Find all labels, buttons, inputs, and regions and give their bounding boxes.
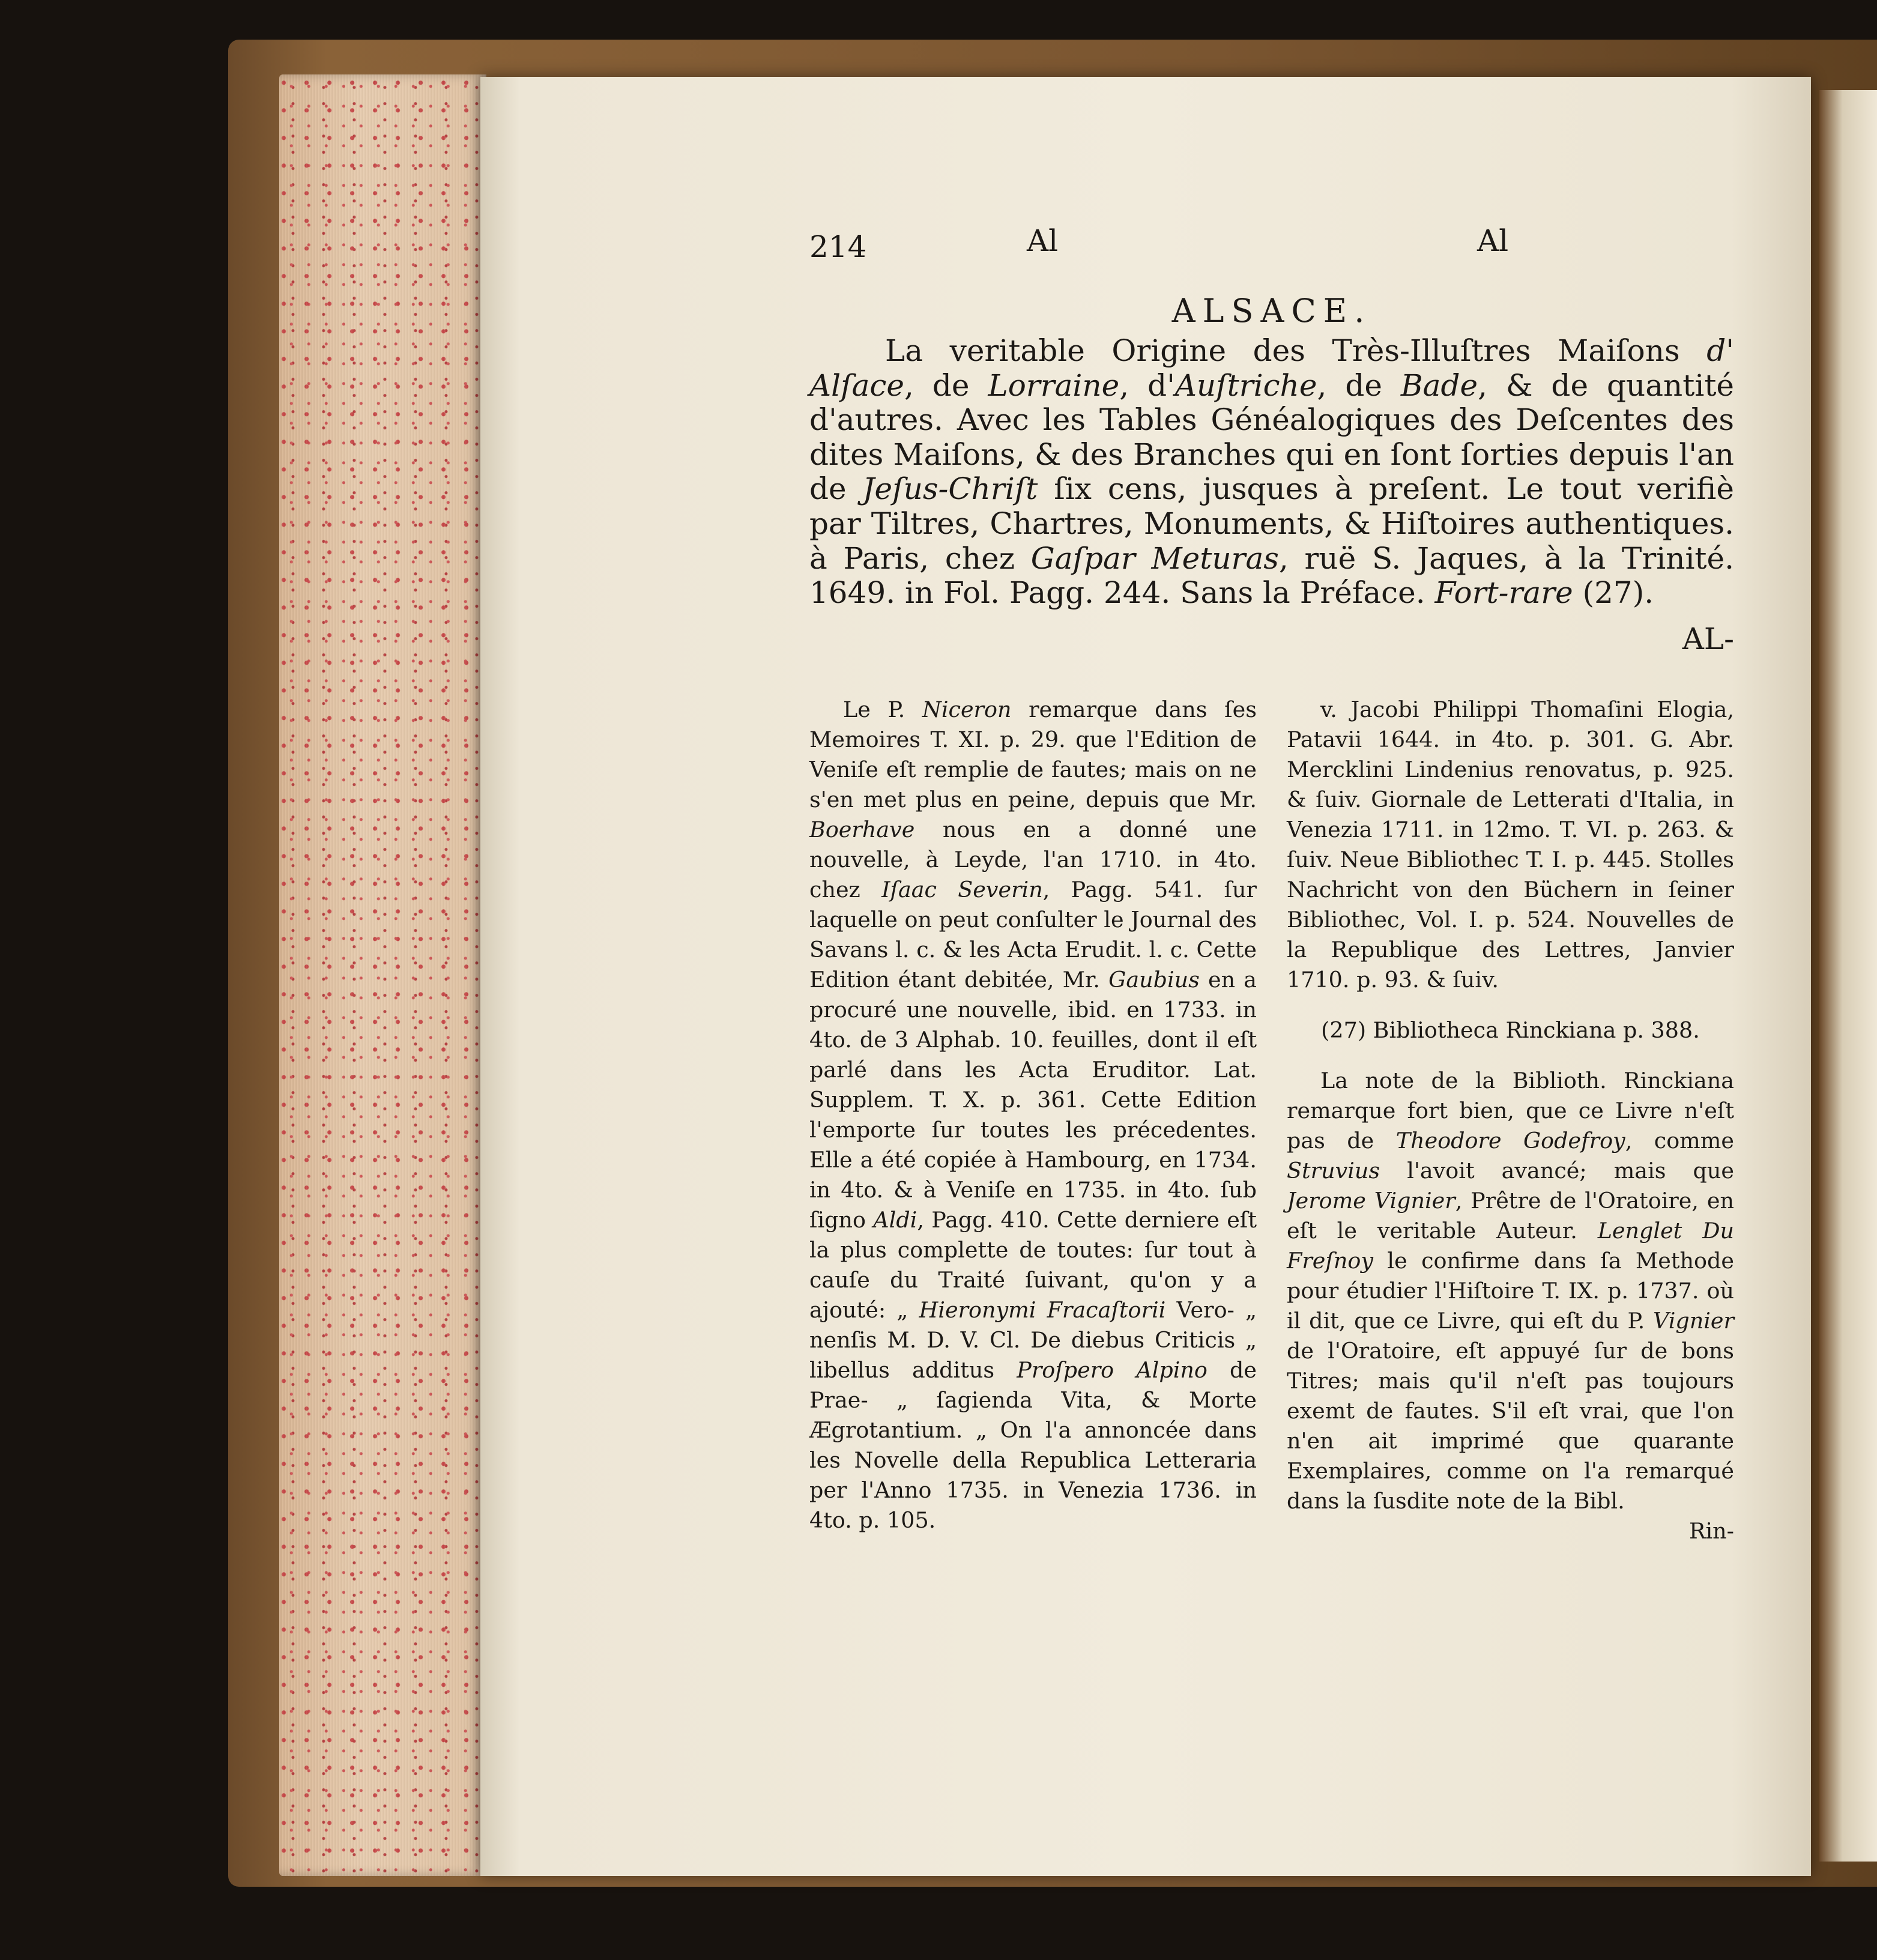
entry-run: , & de quantité d'autres. Avec les Tables Généalogiques des Deſcentes des dites Maiſons, & des Branches qui en ſont ſorties depuis l'an de [809,368,1735,507]
right-note-run: Theodore Godefroy [1395,1127,1625,1154]
right-note-run: l'avoit avancé; mais que [1380,1157,1734,1184]
right-note-run: Lenglet Du Freſnoy [1287,1217,1734,1274]
entry-run: d' Alſace [809,333,1734,403]
left-note-run: , Pagg. 541. ſur laquelle on peut conſulter le Journal des Savans l. c. & les Acta Erudit. l. c. Cette Edition étant debitée, Mr. [809,876,1257,993]
entry-run: , de [904,368,988,403]
page-number: 214 [809,229,867,264]
entry-run: Bade [1400,368,1478,403]
left-note-run: Vero- „ nenſis M. D. V. Cl. De diebus Criticis „ libellus additus [809,1296,1257,1383]
continuation-text: v. Jacobi Philippi Thomaſini Elogia, Patavii 1644. in 4to. p. 301. G. Abr. Mercklini Lindenius renovatus, p. 925. & ſuiv. Giornale de Letterati d'Italia, in Venezia 1711. in 12mo. T. VI. p. 263. & ſuiv. Neue Bibliothec T. I. p. 445. Stolles Nachricht von den Büchern in ſeiner Bibliothec, Vol. I. p. 524. Nouvelles de la Republique des Lettres, Janvier 1710. p. 93. & ſuiv. [1287,696,1734,993]
left-note-run: Niceron [922,696,1012,722]
catchword: AL- [1682,621,1734,656]
entry-runs [809,333,1734,610]
left-runs [809,697,1257,1533]
left-note-run: , Pagg. 410. Cette derniere eſt la plus complette de toutes: ſur tout à cauſe du Traité ſuivant, qu'on y a ajouté: „ [809,1206,1257,1323]
left-note-run: Boerhave [809,816,915,842]
facing-page-edge [1819,90,1877,1862]
page-text [809,223,1734,1559]
entry-run: Gaſpar Meturas [1030,540,1279,576]
right-note-run: Struvius [1287,1157,1380,1184]
entry-run: Jeſus-Chriſt [862,471,1038,507]
entry-run: , de [1317,368,1401,403]
footnote-columns [809,695,1734,1559]
note-heading: (27) Bibliotheca Rinckiana p. 388. [1321,1017,1700,1043]
speckled-page-edges [279,74,486,1876]
note-body-runs [1287,1068,1734,1514]
right-note-run: , Prêtre de l'Oratoire, en eſt le veritable Auteur. [1287,1187,1734,1244]
entry-text [809,334,1734,611]
right-note-run: le confirme dans ſa Methode pour étudier l'Hiſtoire T. IX. p. 1737. où il dit, que ce Livre, qui eſt du P. [1287,1247,1734,1334]
right-note-run: La note de la Biblioth. Rinckiana remarque fort bien, que ce Livre n'eſt pas de [1287,1067,1734,1154]
right-note-run: Jerome Vignier [1287,1187,1455,1214]
left-note-run: en a procuré une nouvelle, ibid. en 1733. in 4to. de 3 Alphab. 10. feuilles, dont il eſt parlé dans les Acta Eruditor. Lat. Supplem. T. X. p. 361. Cette Edition l'emporte ſur toutes les précedentes. Elle a été copiée à Hambourg, en 1734. in 4to. & à Veniſe en 1735. in 4to. ſub ſigno [809,966,1257,1233]
entry-run: Auſtriche [1174,368,1317,403]
left-note-run: Gaubius [1108,966,1200,993]
left-note-run: Proſpero Alpino [1017,1357,1208,1383]
footnote-column-left [809,695,1257,1535]
left-note-run: Le P. [843,696,922,722]
entry-run: , d' [1119,368,1175,403]
left-note-run: Hieronymi Fracaſtorii [919,1296,1166,1323]
entry-run: , ruë S. Jaques, à la Trinité. 1649. in Fol. Pagg. 244. Sans la Préface. [809,540,1735,611]
footnote-column-right [1287,695,1734,1546]
left-note-run: de Prae- „ ſagienda Vita, & Morte Ægrotantium. „ On l'a annoncée dans les Novelle della Republica Letteraria per l'Anno 1735. in Venezia 1736. in 4to. p. 105. [809,1357,1257,1533]
right-note-run: , comme [1625,1127,1734,1154]
entry-run: La veritable Origine des Très-Illuſtres Maiſons [885,333,1707,368]
left-note-run: remarque dans ſes Memoires T. XI. p. 29. que l'Edition de Veniſe eſt remplie de fautes; mais on ne s'en met plus en peine, depuis que Mr. [809,696,1257,812]
entry-run: ſix cens, jusques à preſent. Le tout verifiè par Tiltres, Chartres, Monuments, & Hiſtoires authentiques. à Paris, chez [809,471,1734,576]
left-note-run: nous en a donné une nouvelle, à Leyde, l'an 1710. in 4to. chez [809,816,1257,903]
right-note-run: de l'Oratoire, eſt appuyé ſur de bons Titres; mais qu'il n'eſt pas toujours exemt de fautes. S'il eſt vrai, que l'on n'en ait imprimé que quarante Exemplaires, comme on l'a remarqué dans la ſusdite note de la Bibl. [1287,1337,1734,1514]
entry-run: (27). [1573,575,1654,611]
left-note-run: Iſaac Severin [881,876,1043,903]
right-note-run: Vignier [1653,1307,1734,1334]
column-catchword: Rin- [1689,1517,1734,1544]
header-right: Al [1477,223,1509,258]
header-left: Al [1027,223,1059,258]
entry-run: Fort-rare [1434,575,1573,611]
left-note-run: Aldi [873,1206,917,1233]
running-header [809,223,1734,281]
entry-run: Lorraine [988,368,1120,403]
entry-heading: ALSACE. [1171,292,1372,330]
